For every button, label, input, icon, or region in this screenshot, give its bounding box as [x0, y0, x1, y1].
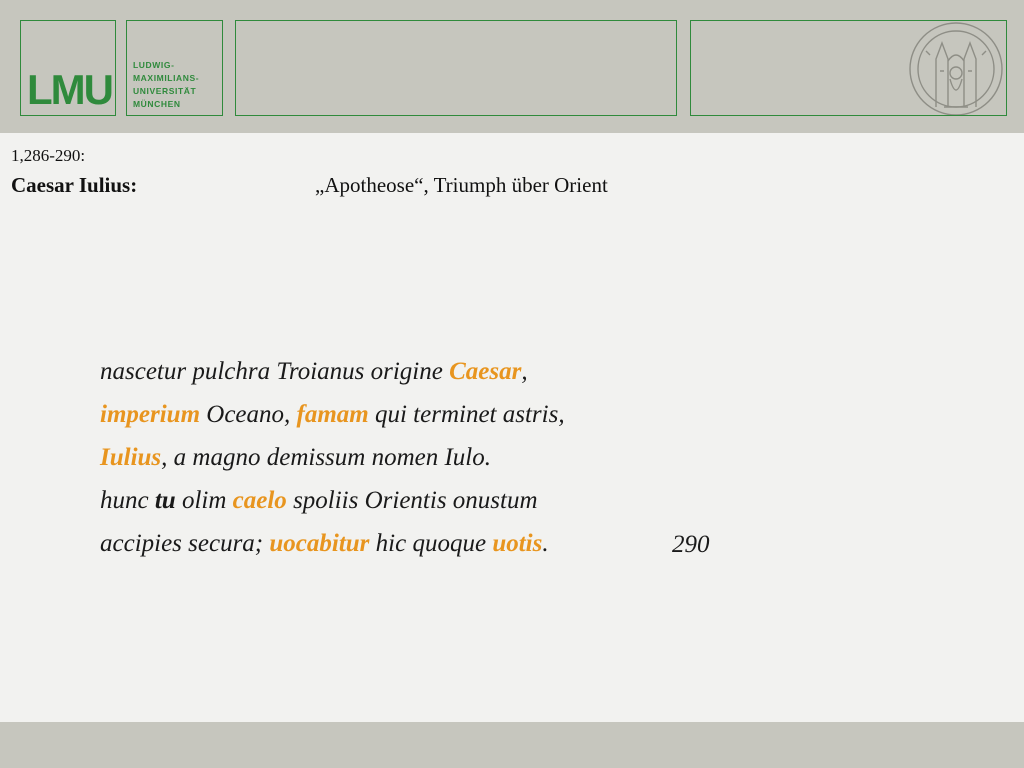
highlighted-word: uotis: [492, 530, 543, 557]
highlighted-word: imperium: [100, 401, 201, 428]
highlighted-word: uocabitur: [269, 530, 370, 557]
verse-line-5: [100, 530, 549, 558]
slide-footer: [0, 722, 1024, 768]
highlighted-word: famam: [296, 401, 369, 428]
verse-line-1: [100, 358, 528, 386]
verse-line-2: [100, 401, 565, 429]
university-seal-icon: [896, 21, 1006, 116]
verse-text: spoliis Orientis onustum: [286, 487, 538, 514]
verse-text: tu: [154, 487, 176, 514]
verse-text: accipies secura;: [100, 530, 270, 557]
verse-text: qui terminet astris,: [368, 401, 565, 428]
verse-text: Oceano,: [200, 401, 297, 428]
verse-text: ,: [521, 358, 528, 385]
header-placeholder-box: [235, 20, 677, 116]
verse-number: 290: [672, 531, 710, 558]
highlighted-word: caelo: [232, 487, 287, 514]
logo-line-1: LUDWIG-: [133, 60, 175, 70]
verse-text: , a magno demissum nomen Iulo.: [161, 444, 492, 471]
lmu-logo-mark: [20, 20, 116, 116]
subject-label: Caesar Iulius:: [11, 173, 138, 197]
lmu-logo-wordmark: [126, 20, 223, 116]
logo-line-2: MAXIMILIANS-: [133, 73, 200, 83]
verse-text: hic quoque: [369, 530, 493, 557]
verse-text: olim: [175, 487, 233, 514]
seal-box: [690, 20, 1007, 116]
verse-line-4: [100, 487, 538, 515]
logo-line-4: MÜNCHEN: [133, 99, 181, 109]
highlighted-word: Caesar: [449, 358, 522, 385]
verse-text: hunc: [100, 487, 155, 514]
verse-text: .: [542, 530, 549, 557]
verse-line-3: [100, 444, 491, 472]
highlighted-word: Iulius: [100, 444, 162, 471]
passage-reference: 1,286-290:: [11, 146, 86, 165]
subject-description: „Apotheose“, Triumph über Orient: [315, 173, 608, 197]
verse-text: nascetur pulchra Troianus origine: [100, 358, 450, 385]
logo-line-3: UNIVERSITÄT: [133, 86, 197, 96]
slide-header: [0, 0, 1024, 133]
lmu-logo-letters: LMU: [27, 66, 112, 113]
